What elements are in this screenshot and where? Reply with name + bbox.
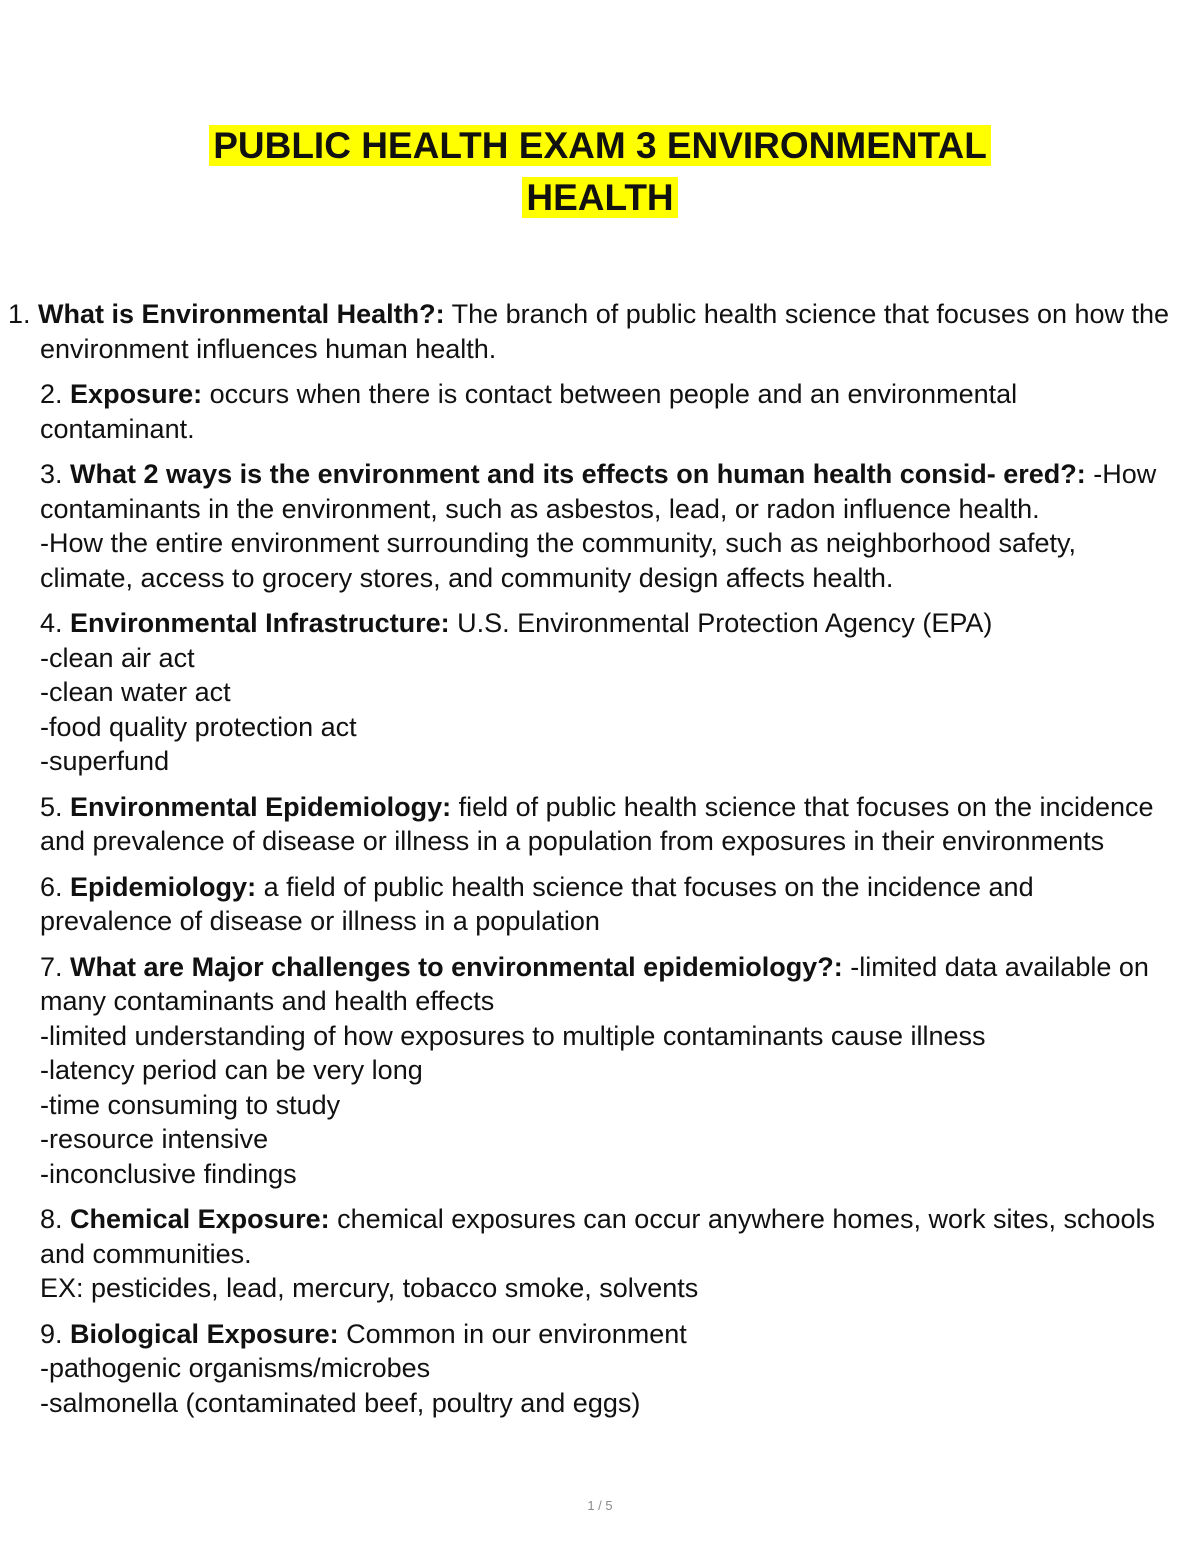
document-title: [0, 120, 1200, 224]
item-text: chemical exposures can occur anywhere homes, work sites, schools and communities.: [40, 1204, 1156, 1269]
item-text: field of public health science that focuses on the incidence and prevalence of disease or illness in a population from exposures in their environments: [40, 791, 1154, 856]
list-item: [40, 1202, 1170, 1306]
item-main-line: [40, 950, 1170, 1019]
item-text: -How contaminants in the environment, such as asbestos, lead, or radon influence health.: [40, 459, 1157, 524]
item-extra-line: -resource intensive: [40, 1124, 269, 1154]
item-extra-line: -salmonella (contaminated beef, poultry and eggs): [40, 1387, 641, 1418]
item-number: 4.: [40, 608, 63, 638]
item-main-line: [40, 377, 1170, 446]
item-number: 8.: [40, 1204, 63, 1234]
title-line-2: HEALTH: [522, 177, 677, 218]
item-term: Environmental Epidemiology:: [70, 791, 452, 822]
item-term: Epidemiology:: [70, 871, 257, 902]
item-text: -limited data available on many contaminants and health effects: [40, 951, 1149, 1016]
item-term: Environmental Infrastructure:: [70, 608, 450, 638]
item-text: a field of public health science that focuses on the incidence and prevalence of disease or illness in a population: [40, 871, 1034, 936]
item-extra-line: -limited understanding of how exposures to multiple contaminants cause illness: [40, 1020, 986, 1051]
item-main-line: [40, 1317, 1170, 1352]
item-number: 1.: [8, 299, 31, 329]
list-item: [40, 950, 1170, 1192]
item-extra-line: -pathogenic organisms/microbes: [40, 1353, 431, 1383]
item-extra-line: -clean air act: [40, 642, 195, 673]
item-extra-line: -clean water act: [40, 677, 231, 707]
item-extra-line: -time consuming to study: [40, 1089, 341, 1120]
item-extra-line: -food quality protection act: [40, 711, 357, 742]
item-text: The branch of public health science that focuses on how the environment influences human health.: [40, 299, 1170, 364]
item-number: 6.: [40, 871, 63, 902]
item-extra-line: -latency period can be very long: [40, 1055, 423, 1085]
item-extra-line: -inconclusive findings: [40, 1158, 297, 1189]
item-term: What is Environmental Health?:: [38, 299, 445, 329]
item-term: What are Major challenges to environmental epidemiology?:: [70, 951, 843, 982]
question-list: [8, 297, 1170, 1431]
item-term: Biological Exposure:: [70, 1318, 339, 1349]
list-item: [40, 790, 1170, 859]
item-main-line: [40, 606, 1170, 641]
list-item: [40, 870, 1170, 939]
item-term: What 2 ways is the environment and its effects on human health consid- ered?:: [70, 459, 1086, 489]
list-item: [40, 457, 1170, 595]
list-item: [40, 377, 1170, 446]
item-term: Exposure:: [70, 379, 203, 409]
item-term: Chemical Exposure:: [70, 1204, 330, 1234]
list-item: [40, 606, 1170, 779]
list-item: [8, 297, 1170, 366]
item-main-line: [40, 870, 1170, 939]
item-extra-line: -How the entire environment surrounding the community, such as neighborhood safety, climate, access to grocery stores, and community design affects health.: [40, 528, 1077, 593]
item-number: 9.: [40, 1318, 63, 1349]
item-text: Common in our environment: [346, 1318, 687, 1349]
item-text: occurs when there is contact between people and an environmental contaminant.: [40, 379, 1018, 444]
item-main-line: [40, 1202, 1170, 1271]
item-main-line: [40, 457, 1170, 526]
item-extra-line: EX: pesticides, lead, mercury, tobacco smoke, solvents: [40, 1273, 699, 1303]
list-item: [40, 1317, 1170, 1421]
item-main-line: [40, 790, 1170, 859]
title-line-1: PUBLIC HEALTH EXAM 3 ENVIRONMENTAL: [209, 125, 991, 166]
item-number: 5.: [40, 791, 63, 822]
item-main-line: [8, 297, 1170, 366]
item-text: U.S. Environmental Protection Agency (EPA): [457, 608, 993, 638]
item-number: 2.: [40, 379, 63, 409]
page-number: 1 / 5: [587, 1498, 613, 1513]
item-number: 3.: [40, 459, 63, 489]
item-number: 7.: [40, 951, 63, 982]
item-extra-line: -superfund: [40, 746, 170, 776]
